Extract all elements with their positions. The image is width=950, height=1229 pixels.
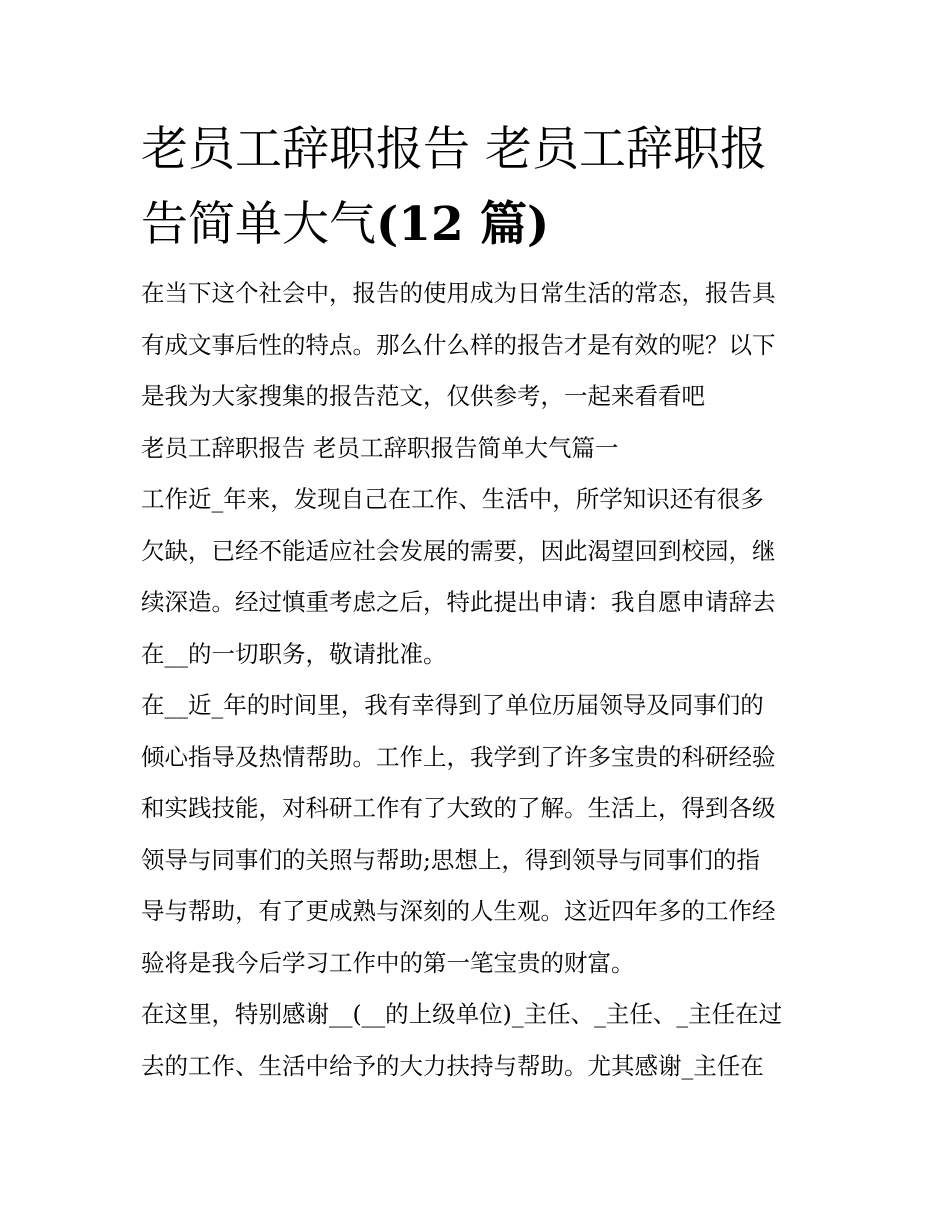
text-line: 在当下这个社会中，报告的使用成为日常生活的常态，报告具 — [141, 279, 776, 307]
title-line-1: 老员工辞职报告 老员工辞职报 — [141, 122, 767, 177]
text-line: 工作近_年来，发现自己在工作、生活中，所学知识还有很多 — [141, 485, 764, 513]
text-line: 欠缺，已经不能适应社会发展的需要，因此渴望回到校园，继 — [141, 536, 776, 565]
text-line: 续深造。经过慎重考虑之后，特此提出申请：我自愿申请辞去 — [141, 588, 776, 616]
text-line: 领导与同事们的关照与帮助;思想上，得到领导与同事们的指 — [141, 845, 760, 874]
document-title — [141, 112, 816, 262]
title-line-2-text: 告简单大气 — [141, 197, 376, 252]
body-paragraph — [141, 989, 816, 1092]
text-line: 有成文事后性的特点。那么什么样的报告才是有效的呢？以下 — [141, 330, 776, 359]
intro-paragraph — [141, 268, 816, 423]
title-line-2 — [141, 187, 816, 262]
text-line: 去的工作、生活中给予的大力扶持与帮助。尤其感谢_主任在 — [141, 1051, 764, 1080]
text-line: 老员工辞职报告 老员工辞职报告简单大气篇一 — [141, 433, 619, 462]
text-line: 在这里，特别感谢__(__的上级单位)_主任、_主任、_主任在过 — [141, 1000, 783, 1028]
section-heading — [141, 423, 816, 475]
document-page — [141, 112, 816, 1092]
text-line: 导与帮助，有了更成熟与深刻的人生观。这近四年多的工作经 — [141, 897, 776, 925]
text-line: 倾心指导及热情帮助。工作上，我学到了许多宝贵的科研经验 — [141, 742, 776, 771]
text-line: 在__近_年的时间里，我有幸得到了单位历届领导及同事们的 — [141, 691, 764, 719]
body-paragraph — [141, 474, 816, 680]
text-line: 验将是我今后学习工作中的第一笔宝贵的财富。 — [141, 948, 635, 977]
body-paragraph — [141, 680, 816, 989]
text-line: 在__的一切职务，敬请批准。 — [141, 639, 447, 668]
text-line: 是我为大家搜集的报告范文，仅供参考，一起来看看吧 — [141, 382, 705, 410]
text-line: 和实践技能，对科研工作有了大致的了解。生活上，得到各级 — [141, 794, 776, 822]
title-line-2-count: (12 篇) — [376, 197, 550, 252]
